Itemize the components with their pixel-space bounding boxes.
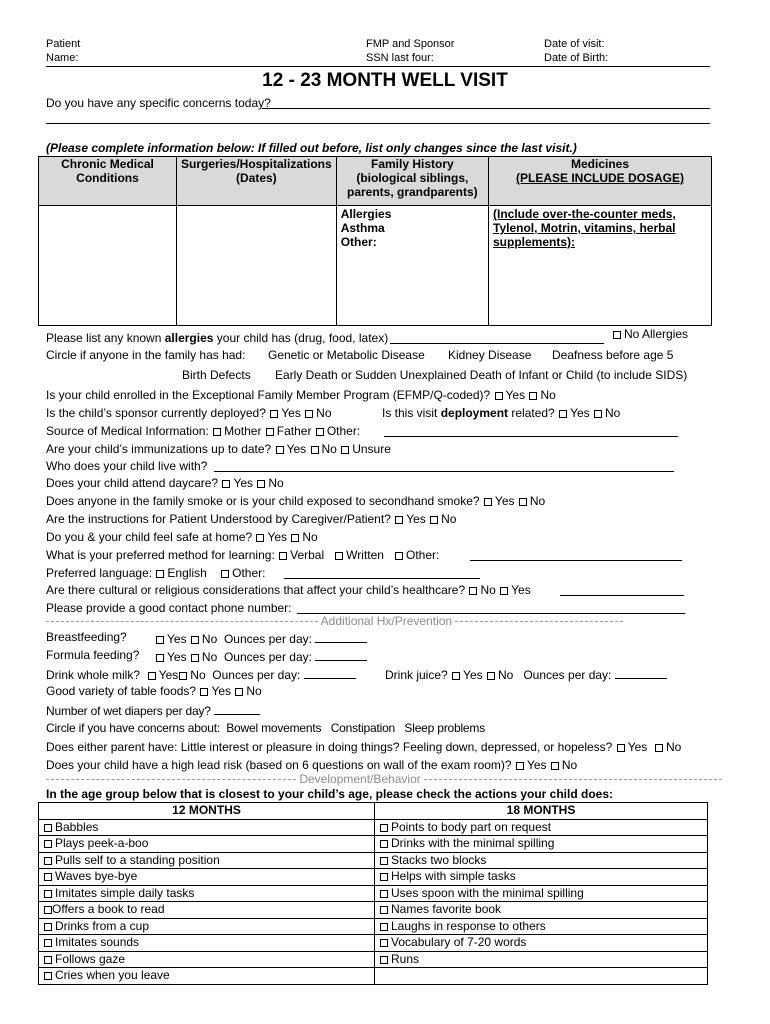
deployed-question: Is the child’s sponsor currently deployed? Yes No: [46, 406, 332, 420]
source-question: Source of Medical Information: Mother Father Other:: [46, 424, 361, 438]
dev-item-18-empty: [375, 968, 708, 985]
language-question: Preferred language: English Other:: [46, 566, 266, 580]
checkbox-icon[interactable]: [559, 410, 567, 418]
medicine-note: (Include over-the-counter meds, Tylenol, Motrin, vitamins, herbal supplements):: [493, 207, 676, 249]
circle-family-label: Circle if anyone in the family has had:: [46, 348, 246, 362]
checkbox-icon[interactable]: [213, 428, 221, 436]
checkbox-icon[interactable]: [487, 672, 495, 680]
fmp-label: FMP and Sponsor: [366, 38, 455, 50]
language-other-field[interactable]: [284, 578, 480, 579]
checkbox-icon[interactable]: [594, 410, 602, 418]
family-history-cell[interactable]: [336, 206, 488, 326]
checkbox-icon[interactable]: [335, 552, 343, 560]
formula-options: Yes No Ounces per day:: [155, 648, 367, 664]
checkbox-icon[interactable]: [44, 824, 52, 832]
checkbox-icon[interactable]: [266, 428, 274, 436]
option-genetic[interactable]: Genetic or Metabolic Disease: [268, 348, 425, 362]
option-constipation[interactable]: Constipation: [330, 721, 396, 735]
checkbox-icon[interactable]: [44, 906, 52, 914]
col-family-history: Family History (biological siblings, parents, grandparents): [336, 157, 488, 206]
checkbox-icon[interactable]: [256, 534, 264, 542]
family-other: Other:: [340, 235, 377, 249]
deployment-related-question: Is this visit deployment related? Yes No: [382, 406, 621, 420]
checkbox-icon[interactable]: [380, 857, 388, 865]
option-bowel[interactable]: Bowel movements: [226, 721, 322, 735]
checkbox-icon[interactable]: [44, 972, 52, 980]
checkbox-icon[interactable]: [156, 636, 164, 644]
checkbox-icon[interactable]: [44, 923, 52, 931]
checkbox-icon[interactable]: [500, 587, 508, 595]
checkbox-icon[interactable]: [191, 654, 199, 662]
checkbox-icon[interactable]: [380, 890, 388, 898]
checkbox-icon[interactable]: [291, 534, 299, 542]
lead-question: Does your child have a high lead risk (based on 6 questions on wall of the exam room)? Yes No: [46, 758, 578, 772]
concerns-field-line2[interactable]: [46, 123, 710, 124]
checkbox-icon[interactable]: [235, 688, 243, 696]
checkbox-icon[interactable]: [257, 480, 265, 488]
col-chronic-conditions: Chronic Medical Conditions: [39, 157, 177, 206]
checkbox-icon[interactable]: [551, 762, 559, 770]
col-medicines: Medicines (PLEASE INCLUDE DOSAGE): [489, 157, 712, 206]
dev-item-12[interactable]: Cries when you leave: [39, 968, 375, 985]
no-allergies-option[interactable]: No Allergies: [612, 327, 688, 341]
learning-question: What is your preferred method for learning: Verbal Written Other:: [46, 548, 440, 562]
checkbox-icon[interactable]: [311, 446, 319, 454]
option-deafness[interactable]: Deafness before age 5: [552, 348, 674, 362]
dev-item-18[interactable]: Points to body part on request: [375, 819, 708, 836]
header-rule: [46, 66, 710, 67]
checkbox-icon[interactable]: [200, 688, 208, 696]
checkbox-icon[interactable]: [380, 840, 388, 848]
checkbox-icon[interactable]: [395, 552, 403, 560]
checkbox-icon[interactable]: [270, 410, 278, 418]
option-kidney[interactable]: Kidney Disease: [448, 348, 532, 362]
checkbox-icon[interactable]: [191, 636, 199, 644]
history-table: [38, 156, 712, 326]
breastfeeding-ounces-field[interactable]: [315, 630, 367, 643]
checkbox-icon[interactable]: [617, 744, 625, 752]
daycare-question: Does your child attend daycare? Yes No: [46, 476, 284, 490]
checkbox-icon[interactable]: [380, 873, 388, 881]
learning-other-field[interactable]: [470, 560, 682, 561]
checkbox-icon[interactable]: [305, 410, 313, 418]
allergies-question: Please list any known allergies your child has (drug, food, latex): [46, 331, 389, 345]
date-of-birth-label: Date of Birth:: [544, 52, 609, 64]
ssn-label: SSN last four:: [366, 52, 434, 64]
dev-item-12[interactable]: Offers a book to read: [39, 902, 375, 919]
dev-item-12[interactable]: Drinks from a cup: [39, 918, 375, 935]
divider-additional-hx: Additional Hx/Prevention: [46, 614, 623, 628]
table-foods-question: Good variety of table foods? Yes No: [46, 684, 262, 698]
live-with-question: Who does your child live with?: [46, 459, 208, 473]
divider-development: Development/Behavior: [46, 772, 722, 786]
checkbox-icon[interactable]: [484, 498, 492, 506]
date-of-visit-label: Date of visit:: [544, 38, 605, 50]
checkbox-icon[interactable]: [380, 956, 388, 964]
safe-question: Do you & your child feel safe at home? Yes No: [46, 530, 318, 544]
dev-item-12[interactable]: Imitates simple daily tasks: [39, 885, 375, 902]
checkbox-icon[interactable]: [380, 939, 388, 947]
parent-mood-question: Does either parent have: Little interest or pleasure in doing things? Feeling down, depressed, or hopeless? Yes No: [46, 740, 682, 754]
checkbox-icon[interactable]: [179, 672, 187, 680]
source-other-field[interactable]: [384, 436, 678, 437]
checkbox-icon[interactable]: [452, 672, 460, 680]
instructions-question: Are the instructions for Patient Understood by Caregiver/Patient? Yes No: [46, 512, 457, 526]
milk-question: Drink whole milk? Yes No Ounces per day:: [46, 666, 356, 682]
breastfeeding-question: Breastfeeding?: [46, 630, 127, 644]
smoke-question: Does anyone in the family smoke or is your child exposed to secondhand smoke? Yes No: [46, 494, 546, 508]
checkbox-icon[interactable]: [519, 498, 527, 506]
dev-item-18[interactable]: Laughs in response to others: [375, 918, 708, 935]
checkbox-icon[interactable]: [395, 516, 403, 524]
breastfeeding-options: Yes No Ounces per day:: [155, 630, 367, 646]
checkbox-icon[interactable]: [380, 906, 388, 914]
dev-item-18[interactable]: Names favorite book: [375, 902, 708, 919]
dev-item-18[interactable]: Stacks two blocks: [375, 852, 708, 869]
checkbox-icon[interactable]: [341, 446, 349, 454]
option-early-death[interactable]: Early Death or Sudden Unexplained Death of Infant or Child (to include SIDS): [275, 368, 688, 382]
checkbox-icon[interactable]: [221, 570, 229, 578]
formula-ounces-field[interactable]: [315, 648, 367, 661]
wet-diapers-field[interactable]: [214, 702, 260, 715]
allergies-field[interactable]: [390, 343, 604, 344]
family-asthma: Asthma: [340, 221, 385, 235]
option-sleep[interactable]: Sleep problems: [404, 721, 486, 735]
dev-item-12[interactable]: Imitates sounds: [39, 935, 375, 952]
concerns-field[interactable]: [262, 108, 710, 109]
checkbox-icon[interactable]: [529, 392, 537, 400]
patient-label: Patient: [46, 38, 81, 50]
checkbox-icon[interactable]: [44, 890, 52, 898]
family-allergies: Allergies: [340, 207, 392, 221]
history-instruction: (Please complete information below: If filled out before, list only changes since the last visit.): [46, 141, 577, 155]
checkbox-icon[interactable]: [276, 446, 284, 454]
checkbox-icon[interactable]: [156, 570, 164, 578]
checkbox-icon[interactable]: [316, 428, 324, 436]
cultural-field[interactable]: [560, 595, 684, 596]
checkbox-icon: [613, 331, 621, 339]
col-surgeries: Surgeries/Hospitalizations (Dates): [176, 157, 336, 206]
checkbox-icon[interactable]: [469, 587, 477, 595]
checkbox-icon[interactable]: [516, 762, 524, 770]
phone-question: Please provide a good contact phone number:: [46, 601, 292, 615]
dev-instruction: In the age group below that is closest to your child’s age, please check the actions your child does:: [46, 787, 614, 801]
checkbox-icon[interactable]: [44, 956, 52, 964]
option-birth-defects[interactable]: Birth Defects: [182, 368, 251, 382]
efmp-question: Is your child enrolled in the Exceptional Family Member Program (EFMP/Q-coded)? Yes No: [46, 388, 556, 402]
name-label: Name:: [46, 52, 79, 64]
dev-item-18[interactable]: Uses spoon with the minimal spilling: [375, 885, 708, 902]
checkbox-icon[interactable]: [655, 744, 663, 752]
juice-question: Drink juice? Yes No Ounces per day:: [385, 666, 667, 682]
checkbox-icon[interactable]: [44, 857, 52, 865]
checkbox-icon[interactable]: [44, 873, 52, 881]
header-18-months: 18 MONTHS: [375, 803, 708, 820]
formula-question: Formula feeding?: [46, 648, 140, 662]
dev-item-12[interactable]: Plays peek-a-boo: [39, 836, 375, 853]
checkbox-icon[interactable]: [380, 824, 388, 832]
checkbox-icon[interactable]: [380, 923, 388, 931]
circle-concerns: Circle if you have concerns about: Bowel movements Constipation Sleep problems: [46, 721, 486, 735]
concerns-question: Do you have any specific concerns today?: [46, 96, 271, 110]
immunizations-question: Are your child’s immunizations up to date? Yes No Unsure: [46, 442, 391, 456]
checkbox-icon[interactable]: [279, 552, 287, 560]
dev-item-12[interactable]: Pulls self to a standing position: [39, 852, 375, 869]
dev-item-12[interactable]: Babbles: [39, 819, 375, 836]
dev-item-18[interactable]: Drinks with the minimal spilling: [375, 836, 708, 853]
dev-item-18[interactable]: Vocabulary of 7-20 words: [375, 935, 708, 952]
live-with-field[interactable]: [214, 471, 674, 472]
dev-item-12[interactable]: Follows gaze: [39, 951, 375, 968]
milk-ounces-field[interactable]: [304, 666, 356, 679]
development-table: [38, 802, 708, 985]
dev-item-18[interactable]: Helps with simple tasks: [375, 869, 708, 886]
dev-item-18[interactable]: Runs: [375, 951, 708, 968]
checkbox-icon[interactable]: [148, 672, 156, 680]
header-12-months: 12 MONTHS: [39, 803, 375, 820]
checkbox-icon[interactable]: [222, 480, 230, 488]
medicines-cell[interactable]: [489, 206, 712, 326]
checkbox-icon[interactable]: [495, 392, 503, 400]
surgeries-cell[interactable]: [176, 206, 336, 326]
juice-ounces-field[interactable]: [615, 666, 667, 679]
checkbox-icon[interactable]: [44, 840, 52, 848]
checkbox-icon[interactable]: [44, 939, 52, 947]
checkbox-icon[interactable]: [430, 516, 438, 524]
chronic-conditions-cell[interactable]: [39, 206, 177, 326]
page-title: 12 - 23 MONTH WELL VISIT: [262, 70, 508, 91]
cultural-question: Are there cultural or religious considerations that affect your child’s healthcare? No Yes: [46, 583, 531, 597]
dev-item-12[interactable]: Waves bye-bye: [39, 869, 375, 886]
wet-diapers-question: Number of wet diapers per day?: [46, 702, 260, 718]
checkbox-icon[interactable]: [156, 654, 164, 662]
